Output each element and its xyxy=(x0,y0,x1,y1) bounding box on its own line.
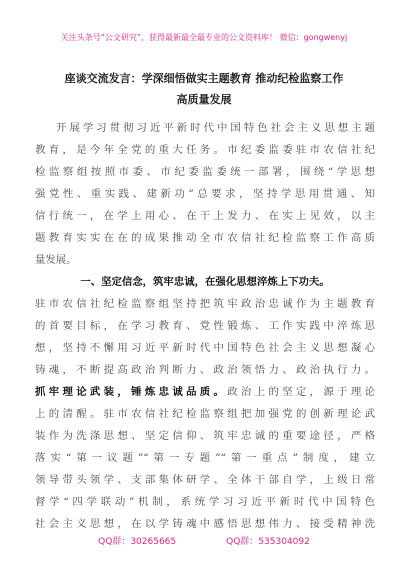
document-title: 座谈交流发言：学深细悟做实主题教育 推动纪检监察工作 xyxy=(64,72,344,85)
promo-banner: 关注头条号“公文研究”，获得最新最全最专业的公文资料库！ 微信：gongwenyj xyxy=(60,33,348,42)
paragraph-line: 教育，是今年全党的重大任务。市纪委监委驻市农信社纪 xyxy=(35,144,375,156)
paragraph-line: 量发展。 xyxy=(35,254,77,266)
section-heading: 一、坚定信念，筑牢忠诚，在强化思想淬炼上下功夫。 xyxy=(80,276,330,288)
paragraph-line: 开展学习贯彻习近平新时代中国特色社会主义思想主题 xyxy=(56,122,375,134)
footer-qq-group-1: QQ群：30265665 xyxy=(98,537,177,547)
paragraph-line: 的首要目标，在学习教育、党性锻炼、工作实践中淬炼思 xyxy=(35,320,375,332)
paragraph-line: 想，坚持不懈用习近平新时代中国特色社会主义思想凝心 xyxy=(35,342,375,354)
paragraph-line: 社会主义思想，在以学铸魂中感悟思想伟力、接受精神洗 xyxy=(35,518,375,530)
paragraph-line: 强党性、重实践、建新功”总要求，坚持学思用贯通、知 xyxy=(35,188,375,200)
paragraph-line: 铸魂，不断提高政治判断力、政治领悟力、政治执行力。 xyxy=(35,364,375,376)
paragraph-line: 信行统一，在学上用心、在干上发力、在实上见效，以主 xyxy=(35,210,375,222)
paragraph-line: 落实“第一议题”“第一专题”“第一重点”制度，建立 xyxy=(35,452,375,464)
document-title-continued: 高质量发展 xyxy=(176,93,232,106)
paragraph-line: 上的清醒。驻市农信社纪检监察组把加强党的创新理论武 xyxy=(35,408,375,420)
footer-contacts xyxy=(0,534,408,547)
document-body xyxy=(35,117,375,535)
paragraph-line-with-lead xyxy=(35,381,375,403)
paragraph-line: 检监察组按照市委、市纪委监委统一部署，围绕“学思想 xyxy=(35,166,375,178)
paragraph-line: 驻市农信社纪检监察组坚持把筑牢政治忠诚作为主题教育 xyxy=(35,298,375,310)
paragraph-lead: 抓牢理论武装，锤炼忠诚品质。 xyxy=(35,386,228,398)
paragraph-line: 题教育实实在在的成果推动全市农信社纪检监察工作高质 xyxy=(35,232,375,244)
paragraph-line: 督学“四学联动”机制，系统学习习近平新时代中国特色 xyxy=(35,496,375,508)
paragraph-line: 领导带头领学、支部集体研学、全体干部自学，上级日常 xyxy=(35,474,375,486)
paragraph-line: 装作为洗涤思想、坚定信仰、筑牢忠诚的重要途径，严格 xyxy=(35,430,375,442)
paragraph-line: 政治上的坚定，源于理论 xyxy=(227,386,375,398)
footer-qq-group-2: QQ群：535304092 xyxy=(226,537,310,547)
